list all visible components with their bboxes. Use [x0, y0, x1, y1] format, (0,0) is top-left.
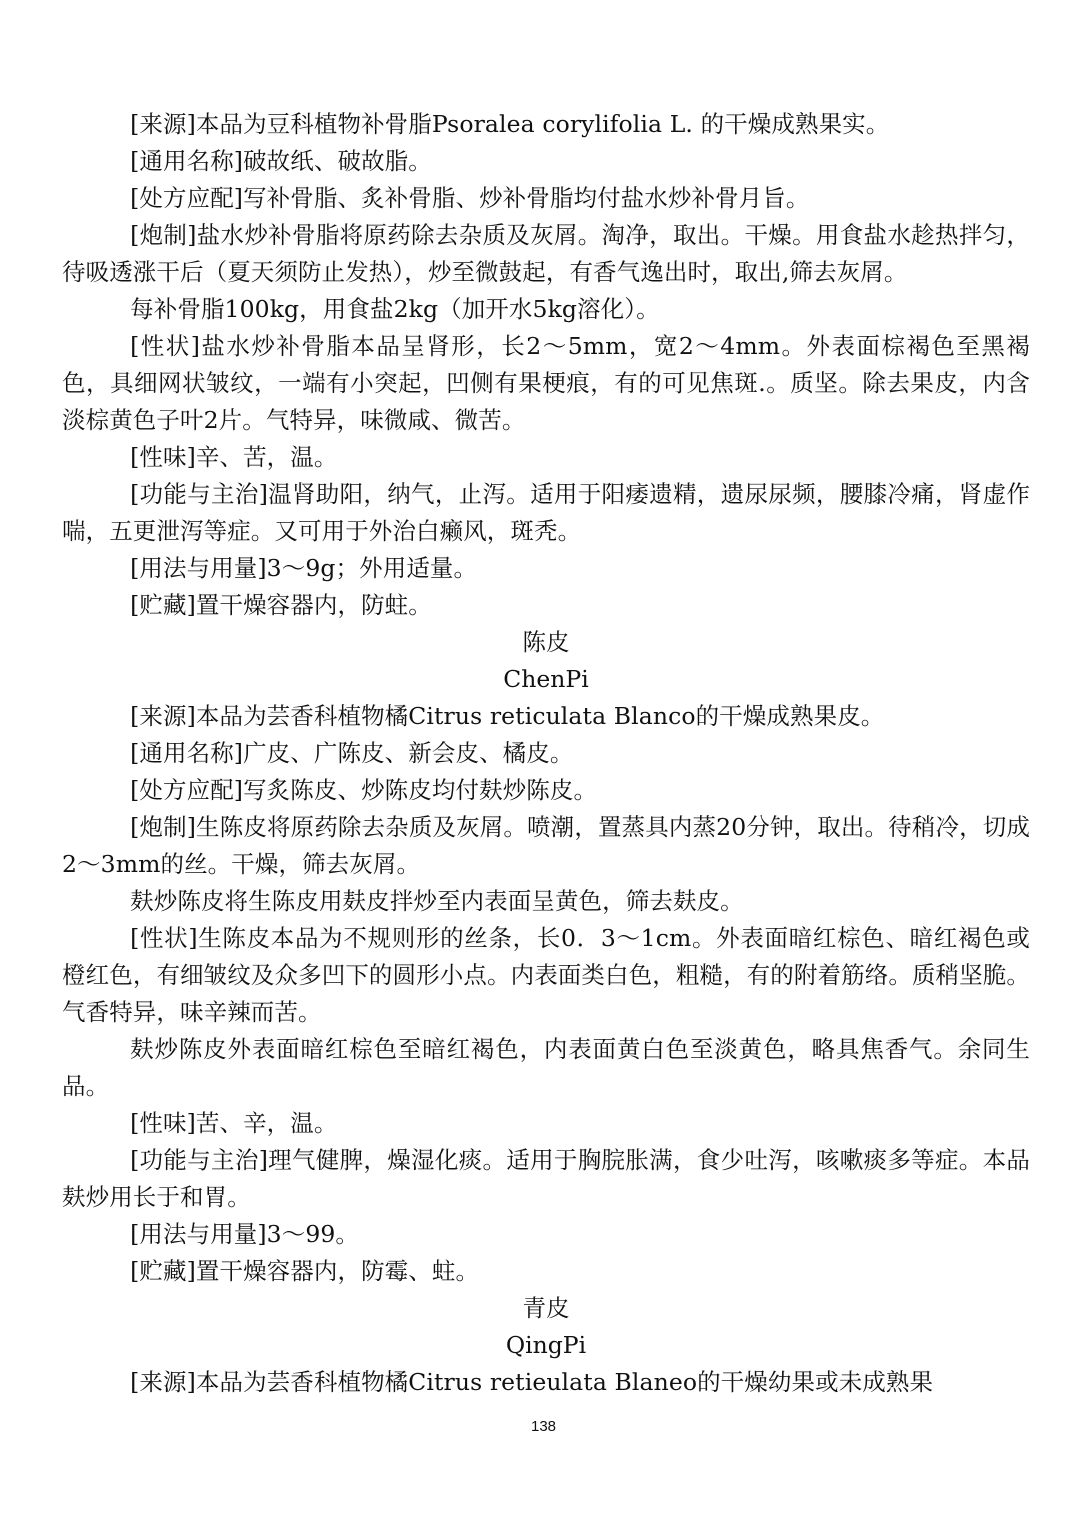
paragraph: [来源]本品为豆科植物补骨脂Psoralea corylifolia L. 的干燥成熟果实。 — [130, 110, 890, 138]
paragraph: [来源]本品为芸香科植物橘Citrus retieulata Blaneo的干燥幼果或未成熟果 — [130, 1368, 934, 1396]
section-heading-pinyin: QingPi — [505, 1331, 587, 1359]
paragraph: [功能与主治]温肾助阳，纳气，止泻。适用于阳痿遗精，遗尿尿频，腰膝冷痛，肾虚作喘，五更泄泻等症。又可用于外治白癞风，斑秃。 — [62, 480, 1030, 545]
paragraph: [通用名称]广皮、广陈皮、新会皮、橘皮。 — [130, 739, 574, 767]
section-heading-pinyin: ChenPi — [503, 665, 589, 693]
paragraph: [性味]辛、苦，温。 — [130, 443, 338, 471]
paragraph: [贮藏]置干燥容器内，防霉、蛀。 — [130, 1257, 480, 1285]
paragraph: [处方应配]写炙陈皮、炒陈皮均付麸炒陈皮。 — [130, 776, 598, 804]
paragraph: 每补骨脂100kg，用食盐2kg（加开水5kg溶化）。 — [130, 295, 660, 323]
paragraph: [功能与主治]理气健脾，燥湿化痰。适用于胸脘胀满，食少吐泻，咳嗽痰多等症。本品麸炒用长于和胃。 — [62, 1146, 1030, 1211]
paragraph: [贮藏]置干燥容器内，防蛀。 — [130, 591, 432, 619]
section-heading: 青皮 — [522, 1294, 570, 1322]
page-number: 138 — [530, 1418, 557, 1435]
paragraph: [处方应配]写补骨脂、炙补骨脂、炒补骨脂均付盐水炒补骨月旨。 — [130, 184, 810, 212]
paragraph: 麸炒陈皮将生陈皮用麸皮拌炒至内表面呈黄色，筛去麸皮。 — [130, 887, 744, 915]
paragraph: [通用名称]破故纸、破故脂。 — [130, 147, 432, 175]
paragraph: [炮制]生陈皮将原药除去杂质及灰屑。喷潮，置蒸具内蒸20分钟，取出。待稍冷，切成2～3mm的丝。干燥，筛去灰屑。 — [62, 813, 1030, 878]
paragraph: [性味]苦、辛，温。 — [130, 1109, 338, 1137]
paragraph: 麸炒陈皮外表面暗红棕色至暗红褐色，内表面黄白色至淡黄色，略具焦香气。余同生品。 — [62, 1035, 1030, 1100]
section-heading: 陈皮 — [522, 628, 570, 656]
paragraph: [用法与用量]3～99。 — [130, 1220, 360, 1248]
paragraph: [用法与用量]3～9g；外用适量。 — [130, 554, 478, 582]
page-content — [62, 106, 1030, 1401]
paragraph: [性状]盐水炒补骨脂本品呈肾形，长2～5mm，宽2～4mm。外表面棕褐色至黑褐色，具细网状皱纹，一端有小突起，凹侧有果梗痕，有的可见焦斑.。质坚。除去果皮，内含淡棕黄色子叶2片。气特异，味微咸、微苦。 — [62, 332, 1030, 434]
paragraph: [来源]本品为芸香科植物橘Citrus reticulata Blanco的干燥成熟果皮。 — [130, 702, 885, 730]
paragraph: [性状]生陈皮本品为不规则形的丝条，长0．3～1cm。外表面暗红棕色、暗红褐色或橙红色，有细皱纹及众多凹下的圆形小点。内表面类白色，粗糙，有的附着筋络。质稍坚脆。气香特异，味辛辣而苦。 — [62, 924, 1030, 1026]
paragraph: [炮制]盐水炒补骨脂将原药除去杂质及灰屑。淘净，取出。干燥。用食盐水趁热拌匀，待吸透涨干后（夏天须防止发热），炒至微鼓起，有香气逸出时，取出,筛去灰屑。 — [62, 221, 1030, 286]
